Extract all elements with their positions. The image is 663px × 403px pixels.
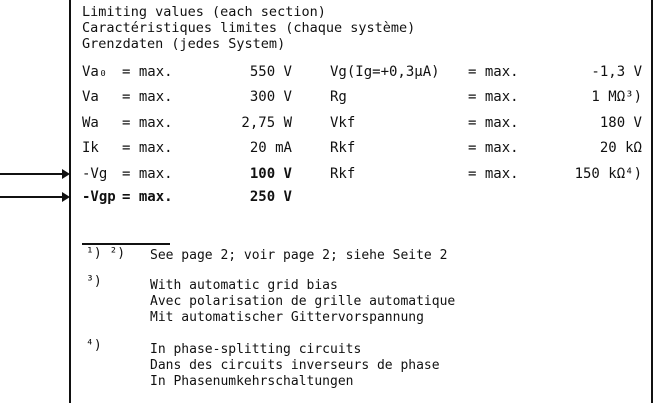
right-value: -1,3 V: [591, 64, 642, 80]
right-equals: = max.: [468, 166, 519, 182]
left-equals: = max.: [122, 189, 173, 205]
left-value: 550 V: [249, 64, 292, 80]
right-symbol: Vg(Ig=+0,3μA): [330, 64, 440, 80]
right-equals: = max.: [468, 89, 519, 105]
footnote-marker: ⁴): [86, 338, 102, 353]
right-equals: = max.: [468, 140, 519, 156]
left-value: 20 mA: [249, 140, 292, 156]
left-equals: = max.: [122, 89, 173, 105]
limit-row: [82, 112, 647, 134]
limit-row: [82, 86, 647, 108]
right-value: 180 V: [599, 115, 642, 131]
heading-french: Caractéristiques limites (chaque système): [82, 20, 416, 36]
right-equals: = max.: [468, 115, 519, 131]
left-value: 300 V: [249, 89, 292, 105]
limit-row: [82, 186, 647, 208]
change-marker-arrow-icon: [0, 186, 70, 208]
footnote-marker: ¹) ²): [86, 246, 126, 261]
right-symbol: Vkf: [330, 115, 356, 131]
limit-row: [82, 137, 647, 159]
footnote-text: Avec polarisation de grille automatique: [150, 294, 456, 309]
right-symbol: Rg: [330, 89, 347, 105]
left-equals: = max.: [122, 64, 173, 80]
heading-german: Grenzdaten (jedes System): [82, 36, 286, 52]
left-symbol: Va: [82, 89, 99, 105]
footnote-marker: ³): [86, 274, 102, 289]
footnote-text: Dans des circuits inverseurs de phase: [150, 358, 440, 373]
left-symbol: Ik: [82, 140, 99, 156]
footnote-text: With automatic grid bias: [150, 278, 338, 293]
right-symbol: Rkf: [330, 166, 356, 182]
footnote-text: In phase-splitting circuits: [150, 342, 362, 357]
footnote-text: In Phasenumkehrschaltungen: [150, 374, 354, 389]
left-value: 250 V: [249, 189, 292, 205]
right-value: 1 MΩ³): [591, 89, 642, 105]
left-equals: = max.: [122, 166, 173, 182]
footnote-text: See page 2; voir page 2; siehe Seite 2: [150, 248, 448, 263]
heading-english: Limiting values (each section): [82, 4, 326, 20]
limit-row: [82, 61, 647, 83]
left-value: 100 V: [249, 166, 292, 182]
right-symbol: Rkf: [330, 140, 356, 156]
footnote-divider: [82, 243, 170, 245]
footnote-text: Mit automatischer Gittervorspannung: [150, 310, 424, 325]
left-value: 2,75 W: [241, 115, 292, 131]
left-symbol: -Vgp: [82, 189, 116, 205]
frame-right-line: [651, 0, 653, 403]
right-value: 150 kΩ⁴): [574, 166, 642, 182]
left-symbol: -Vg: [82, 166, 108, 182]
left-symbol: Va₀: [82, 64, 108, 80]
change-marker-arrow-icon: [0, 163, 70, 185]
right-equals: = max.: [468, 64, 519, 80]
left-equals: = max.: [122, 115, 173, 131]
right-value: 20 kΩ: [599, 140, 642, 156]
limit-row: [82, 163, 647, 185]
left-equals: = max.: [122, 140, 173, 156]
left-symbol: Wa: [82, 115, 99, 131]
